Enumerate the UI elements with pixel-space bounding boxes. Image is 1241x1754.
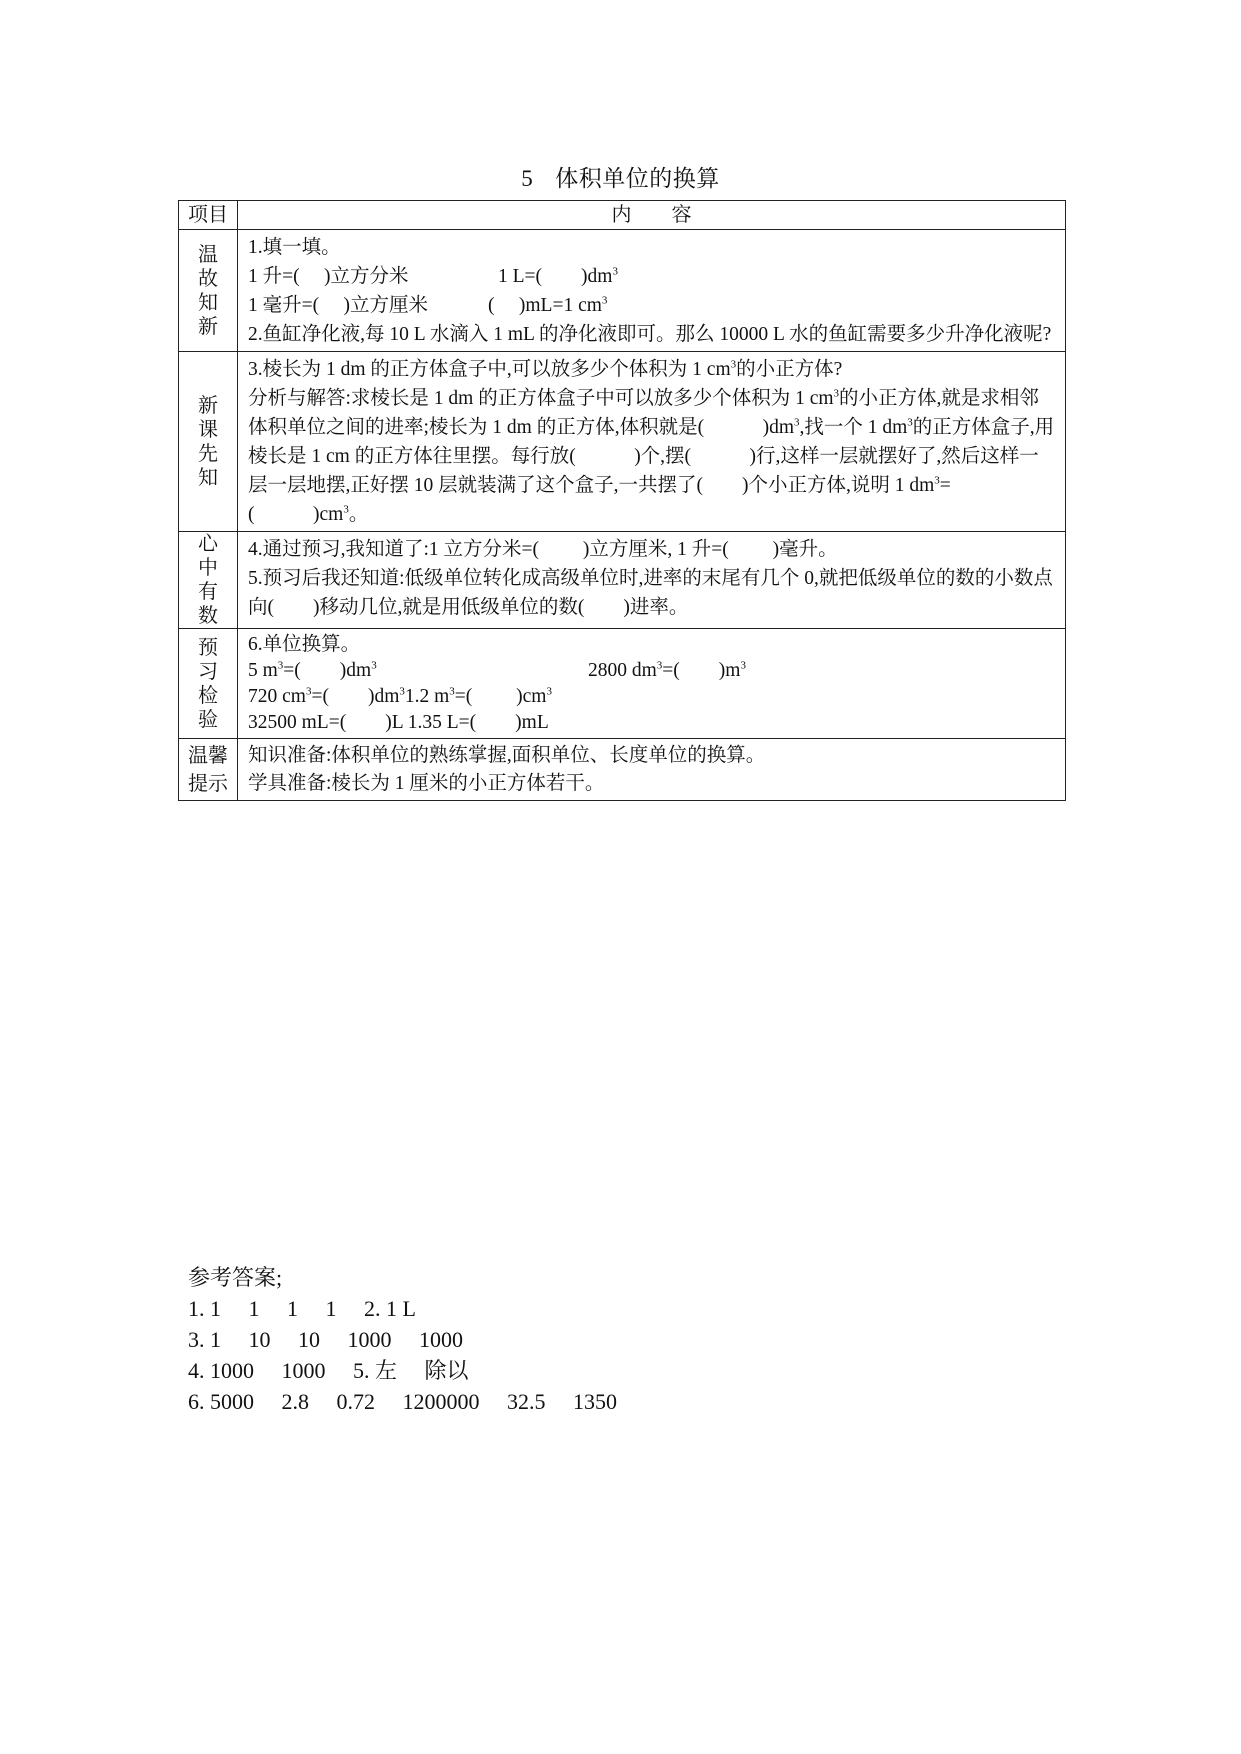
question-5: 5.预习后我还知道:低级单位转化成高级单位时,进率的末尾有几个 0,就把低级单位的数的小数点向( )移动几位,就是用低级单位的数( )进率。 — [248, 568, 1053, 618]
question-2: 2.鱼缸净化液,每 10 L 水滴入 1 mL 的净化液即可。那么 10000 L 水的鱼缸需要多少升净化液呢? — [248, 324, 1052, 345]
lesson-number: 5 — [521, 166, 534, 191]
answer-line: 4. 1000 1000 5. 左 除以 — [188, 1358, 469, 1383]
table-row — [179, 352, 1066, 532]
lesson-table — [178, 200, 1066, 801]
table-row — [179, 739, 1066, 801]
header-item: 项目 — [179, 201, 238, 230]
category-preview: 新 课 先 知 — [179, 352, 238, 532]
question-1-line-a: 1 升=( )立方分米 1 L=( )$dm^3$ — [248, 265, 618, 287]
category-summary: 心 中 有 数 — [179, 532, 238, 629]
answer-line: 1. 1 1 1 1 2. 1 L — [188, 1296, 416, 1321]
conversion-line-3: 32500 mL=( )L 1.35 L=( )mL — [248, 712, 549, 733]
answer-line: 3. 1 10 10 1000 1000 — [188, 1327, 464, 1352]
category-check: 预 习 检 验 — [179, 629, 238, 739]
content-tips — [238, 739, 1066, 801]
question-1: 1.填一填。 — [248, 237, 341, 258]
question-1-line-b: 1 毫升=( )立方厘米 ( )mL=1 $cm^3$ — [248, 294, 608, 316]
answer-line: 6. 5000 2.8 0.72 1200000 32.5 1350 — [188, 1389, 618, 1414]
question-3: 3.棱长为 1 dm 的正方体盒子中,可以放多少个体积为 1 $cm^3$的小正方体? — [248, 358, 843, 380]
table-header-row — [179, 201, 1066, 230]
conversion-line-2: 720 $cm^3=$( )$dm^31.2$ $m^3=$( )$cm^3$ — [248, 685, 552, 707]
table-row — [179, 230, 1066, 352]
category-review: 温 故 知 新 — [179, 230, 238, 352]
answer-heading: 参考答案; — [188, 1265, 283, 1290]
question-4: 4.通过预习,我知道了:1 立方分米=( )立方厘米, 1 升=( )毫升。 — [248, 539, 838, 560]
question-6: 6.单位换算。 — [248, 634, 361, 655]
header-content: 内 容 — [238, 201, 1066, 230]
tip-knowledge: 知识准备:体积单位的熟练掌握,面积单位、长度单位的换算。 — [248, 745, 766, 766]
tip-tools: 学具准备:棱长为 1 厘米的小正方体若干。 — [248, 773, 605, 794]
analysis-text: 分析与解答:求棱长是 1 dm 的正方体盒子中可以放多少个体积为 1 $cm^3$的小正方体,就是求相邻体积单位之间的进率;棱长为 1 dm 的正方体,体积就是( )$dm^3$,找一个 1 $dm^3$的正方体盒子,用棱长是 1 cm 的正方体往里摆。每行放( )个,摆( )行,这样一层就摆好了,然后这样一层一层地摆,正好摆 10 层就装满了这个盒子,一共摆了( )个小正方体,说明 1 $dm^3=$( )$cm^3$。 — [248, 387, 1055, 525]
lesson-title: 体积单位的换算 — [555, 166, 720, 191]
table-row — [179, 629, 1066, 739]
table-row — [179, 532, 1066, 629]
content-review — [238, 230, 1066, 352]
answer-key — [188, 1262, 617, 1417]
content-check — [238, 629, 1066, 739]
content-preview — [238, 352, 1066, 532]
page-title — [0, 160, 1241, 193]
category-tips: 温馨 提示 — [179, 739, 238, 801]
content-summary — [238, 532, 1066, 629]
conversion-line-1: 5 $m^3=$( )$dm^3$ 2800 $dm^3=$( )$m^3$ — [248, 659, 746, 681]
